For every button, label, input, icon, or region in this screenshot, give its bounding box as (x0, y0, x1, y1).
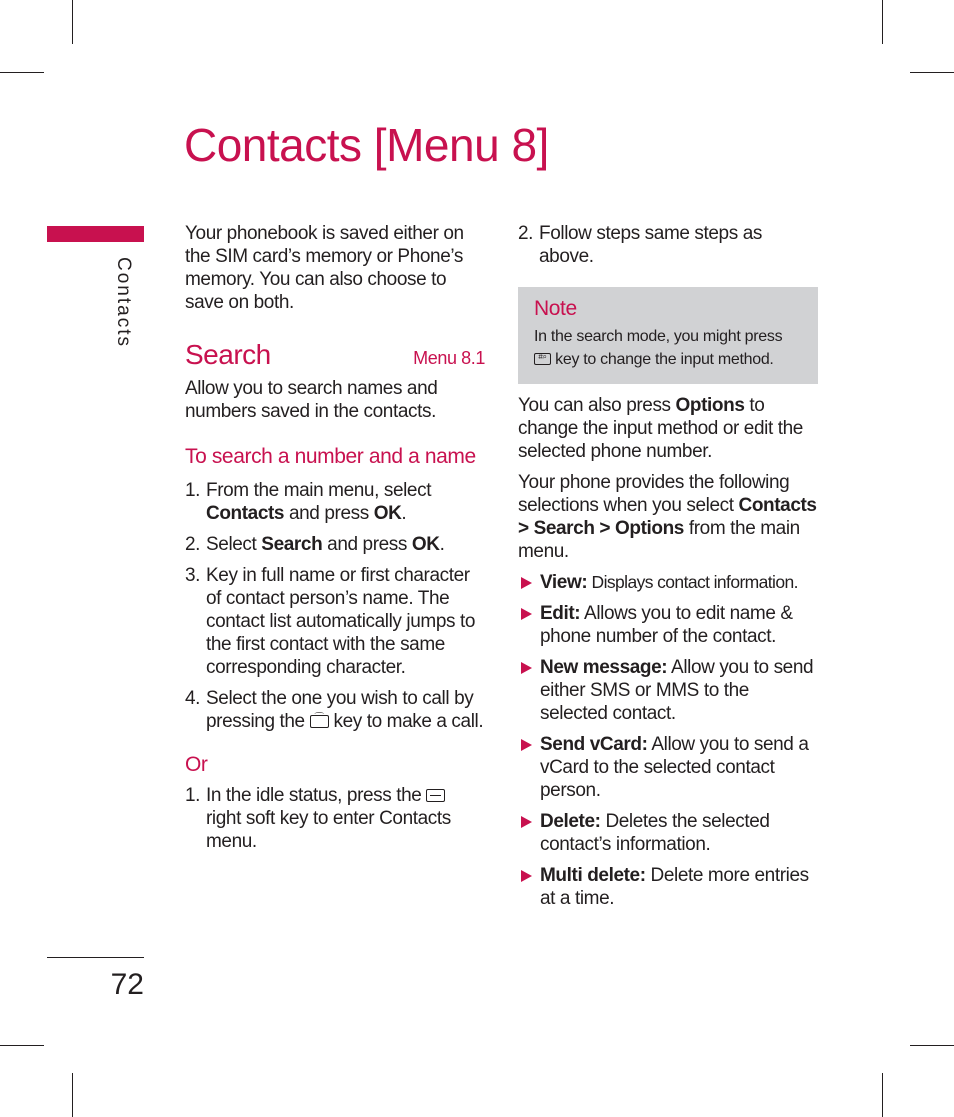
step-bold: Contacts (206, 503, 285, 524)
options-paragraph (518, 394, 818, 463)
list-item (518, 656, 818, 725)
option-text: Deletes the selected contact’s information. (540, 811, 770, 855)
step-number: 3. (185, 565, 201, 586)
arrow-bullet-icon (521, 608, 532, 620)
step-text: . (439, 534, 445, 555)
option-label: Send vCard: (540, 734, 648, 755)
option-label: View: (540, 572, 588, 593)
step-number: 2. (185, 534, 201, 555)
list-item (185, 479, 485, 525)
crop-mark (72, 1073, 73, 1117)
list-item (518, 733, 818, 802)
option-text: Allow you to send a vCard to the selected contact person. (540, 734, 809, 801)
step-bold: OK (373, 503, 402, 524)
list-item (518, 571, 818, 594)
text-bold: Contacts > Search > Options (518, 495, 817, 539)
note-box (518, 287, 818, 384)
hash-key-icon: #⌕ (534, 353, 551, 365)
step-bold: Search (261, 534, 323, 555)
option-text: Displays contact information. (587, 572, 798, 592)
right-soft-key-icon (426, 789, 445, 802)
text-part: to change the input method or edit the selected phone number. (518, 395, 803, 462)
text-part: from the main menu. (518, 518, 800, 562)
option-label: Multi delete: (540, 865, 646, 886)
crop-mark (882, 1073, 883, 1117)
text-part: You can also press (518, 395, 676, 416)
search-heading: Search (185, 339, 271, 370)
section-color-bar (47, 226, 144, 242)
step-number: 1. (185, 785, 201, 806)
step-text: . (401, 503, 407, 524)
page-title: Contacts [Menu 8] (184, 119, 549, 171)
step-text: and press (322, 534, 412, 555)
crop-mark (882, 0, 883, 44)
step-number: 1. (185, 480, 201, 501)
side-section-label: Contacts (113, 257, 134, 348)
page-number: 72 (110, 968, 144, 1001)
step-number: 2. (518, 223, 534, 244)
footer-divider (47, 957, 144, 958)
option-label: Edit: (540, 603, 581, 624)
crop-mark (910, 72, 954, 73)
list-item (185, 564, 485, 679)
step-text: key to make a call. (328, 711, 484, 732)
crop-mark (0, 1045, 44, 1046)
search-section-header (185, 339, 485, 377)
arrow-bullet-icon (521, 577, 532, 589)
crop-mark (0, 72, 44, 73)
list-item (185, 784, 485, 853)
step-text: From the main menu, select (206, 480, 432, 501)
note-title: Note (534, 297, 577, 320)
list-item (185, 533, 485, 556)
right-column (518, 222, 818, 910)
search-subheading: To search a number and a name (185, 445, 476, 468)
list-item (518, 864, 818, 910)
step-text: and press (284, 503, 374, 524)
list-item (518, 810, 818, 856)
option-label: Delete: (540, 811, 601, 832)
note-text-part: In the search mode, you might press (534, 328, 783, 345)
or-heading: Or (185, 753, 208, 776)
note-text (534, 325, 802, 371)
intro-paragraph: Your phonebook is saved either on the SIM card’s memory or Phone’s memory. You can also choose to save on both. (185, 223, 464, 313)
option-text: Allows you to edit name & phone number of the contact. (540, 603, 793, 647)
crop-mark (72, 0, 73, 44)
search-menu-number: Menu 8.1 (413, 348, 485, 368)
send-key-icon: ⌒ (310, 715, 329, 728)
step-text: Follow steps same steps as above. (539, 223, 762, 267)
step-text: In the idle status, press the (206, 785, 427, 806)
crop-mark (910, 1045, 954, 1046)
option-text: Delete more entries at a time. (540, 865, 809, 909)
note-text-part: key to change the input method. (551, 351, 774, 368)
text-part: Your phone provides the following selections when you select (518, 472, 790, 516)
step-text: Key in full name or first character of contact person’s name. The contact list automatically jumps to the first contact with the same corresponding character. (206, 565, 476, 678)
list-item (518, 602, 818, 648)
option-text: Allow you to send either SMS or MMS to the selected contact. (540, 657, 814, 724)
text-bold: Options (675, 395, 745, 416)
search-description: Allow you to search names and numbers saved in the contacts. (185, 378, 438, 422)
search-steps-list (185, 479, 485, 733)
arrow-bullet-icon (521, 870, 532, 882)
step-number: 4. (185, 688, 201, 709)
arrow-bullet-icon (521, 739, 532, 751)
left-column (185, 222, 485, 853)
alt-steps-continued (518, 222, 818, 268)
arrow-bullet-icon (521, 662, 532, 674)
selections-paragraph (518, 471, 818, 563)
options-list (518, 571, 818, 910)
step-text: Select the one you wish to call by pressing the (206, 688, 474, 732)
list-item (185, 687, 485, 733)
list-item (518, 222, 818, 268)
step-text: Select (206, 534, 262, 555)
step-text: right soft key to enter Contacts menu. (206, 808, 451, 852)
step-bold: OK (411, 534, 440, 555)
arrow-bullet-icon (521, 816, 532, 828)
option-label: New message: (540, 657, 668, 678)
alt-steps-list (185, 784, 485, 853)
